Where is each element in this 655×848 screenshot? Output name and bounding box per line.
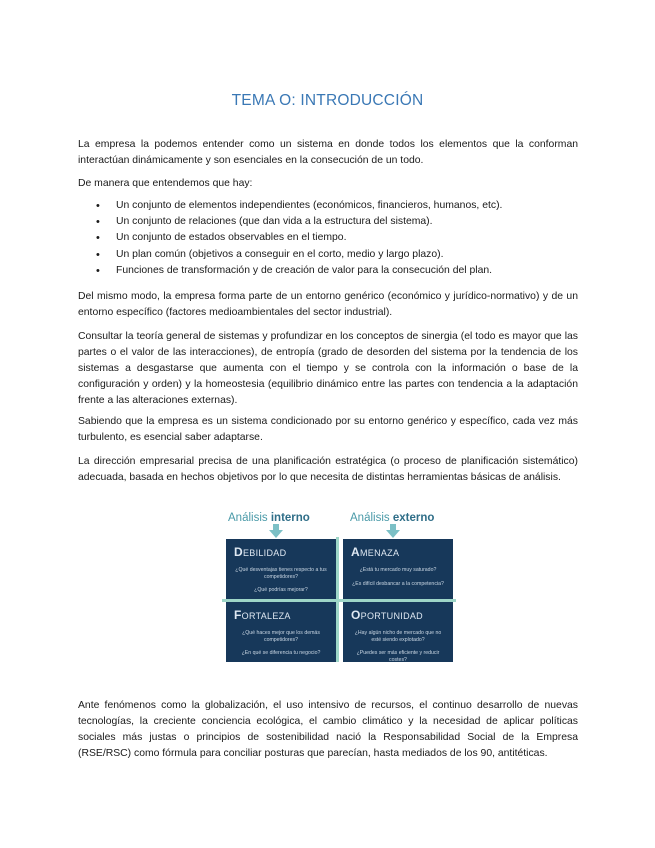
page-title: TEMA O: INTRODUCCIÓN: [231, 92, 424, 109]
swot-figure: [222, 512, 456, 662]
paragraph-systems-theory: Consultar la teoría general de sistemas y profundizar en los conceptos de sinergia (el todo es mayor que las partes o el valor de las interacciones), de entropía (grado de desorden del sistema por la tendencia de los sistemas a desgastarse que aumenta con el tiempo y se controla con la información o base de la configuración y orden) y la homeostesia (equilibrio dinámico entre las partes con tendencia a la adaptación frente a las alteraciones externas).: [78, 331, 578, 406]
paragraph-planning: La dirección empresarial precisa de una planificación estratégica (o proceso de planificación sistemático) adecuada, basada en hechos objetivos por lo que necesita de distintas herramientas básicas de análisis.: [78, 456, 578, 483]
paragraph-adaptation: Sabiendo que la empresa es un sistema condicionado por su entorno genérico y específico, cada vez más turbulento, es esencial saber adaptarse.: [78, 416, 578, 443]
swot-oportunidad: OPORTUNIDAD ¿Hay algún nicho de mercado que no esté siendo explotado? ¿Puedes ser más eficiente y reducir costes?: [343, 602, 453, 662]
swot-debilidad: DEBILIDAD ¿Qué desventajas tienes respecto a tus competidores? ¿Qué podrías mejorar?: [226, 539, 336, 599]
swot-horizontal-divider: [222, 599, 456, 602]
bullet-icon: •: [96, 248, 100, 261]
paragraph-rse: Ante fenómenos como la globalización, el uso intensivo de recursos, el continuo desarrollo de nuevas tecnologías, la creciente conciencia ecológica, el cambio climático y la necesidad de aplicar políticas sociales más justas o principios de sostenibilidad nació la Responsabilidad Social de la Empresa (RSE/RSC) como fórmula para conciliar posturas que parecían, hasta mediados de los 90, antitéticas.: [78, 700, 578, 759]
swot-vertical-divider: [336, 537, 339, 662]
bullet-list: [78, 198, 578, 279]
external-analysis-heading: Análisis externo: [350, 512, 435, 524]
down-arrow-icon: [269, 530, 283, 538]
down-arrow-icon: [386, 530, 400, 538]
paragraph-system: La empresa la podemos entender como un sistema en donde todos los elementos que la conforman interactúan dinámicamente y son esenciales en la consecución de un todo.: [78, 139, 578, 166]
list-item: • Un conjunto de estados observables en el tiempo.: [78, 230, 578, 246]
swot-fortaleza: FORTALEZA ¿Qué haces mejor que los demás competidores? ¿En qué se diferencia tu negocio?: [226, 602, 336, 662]
bullet-icon: •: [96, 232, 100, 245]
internal-analysis-heading: Análisis interno: [228, 512, 310, 524]
bullet-icon: •: [96, 216, 100, 229]
list-item: • Un conjunto de elementos independientes (económicos, financieros, humanos, etc).: [78, 198, 578, 214]
list-item: • Un plan común (objetivos a conseguir en el corto, medio y largo plazo).: [78, 247, 578, 263]
list-item: • Funciones de transformación y de creación de valor para la consecución del plan.: [78, 263, 578, 279]
swot-amenaza: AMENAZA ¿Está tu mercado muy saturado? ¿Es difícil desbancar a la competencia?: [343, 539, 453, 599]
paragraph-environment: Del mismo modo, la empresa forma parte de un entorno genérico (económico y jurídico-normativo) y de un entorno específico (factores medioambientales del sector industrial).: [78, 291, 578, 318]
list-item: • Un conjunto de relaciones (que dan vida a la estructura del sistema).: [78, 214, 578, 230]
bullet-icon: •: [96, 264, 100, 277]
bullet-icon: •: [96, 200, 100, 212]
paragraph-intro-list: De manera que entendemos que hay:: [78, 178, 253, 189]
